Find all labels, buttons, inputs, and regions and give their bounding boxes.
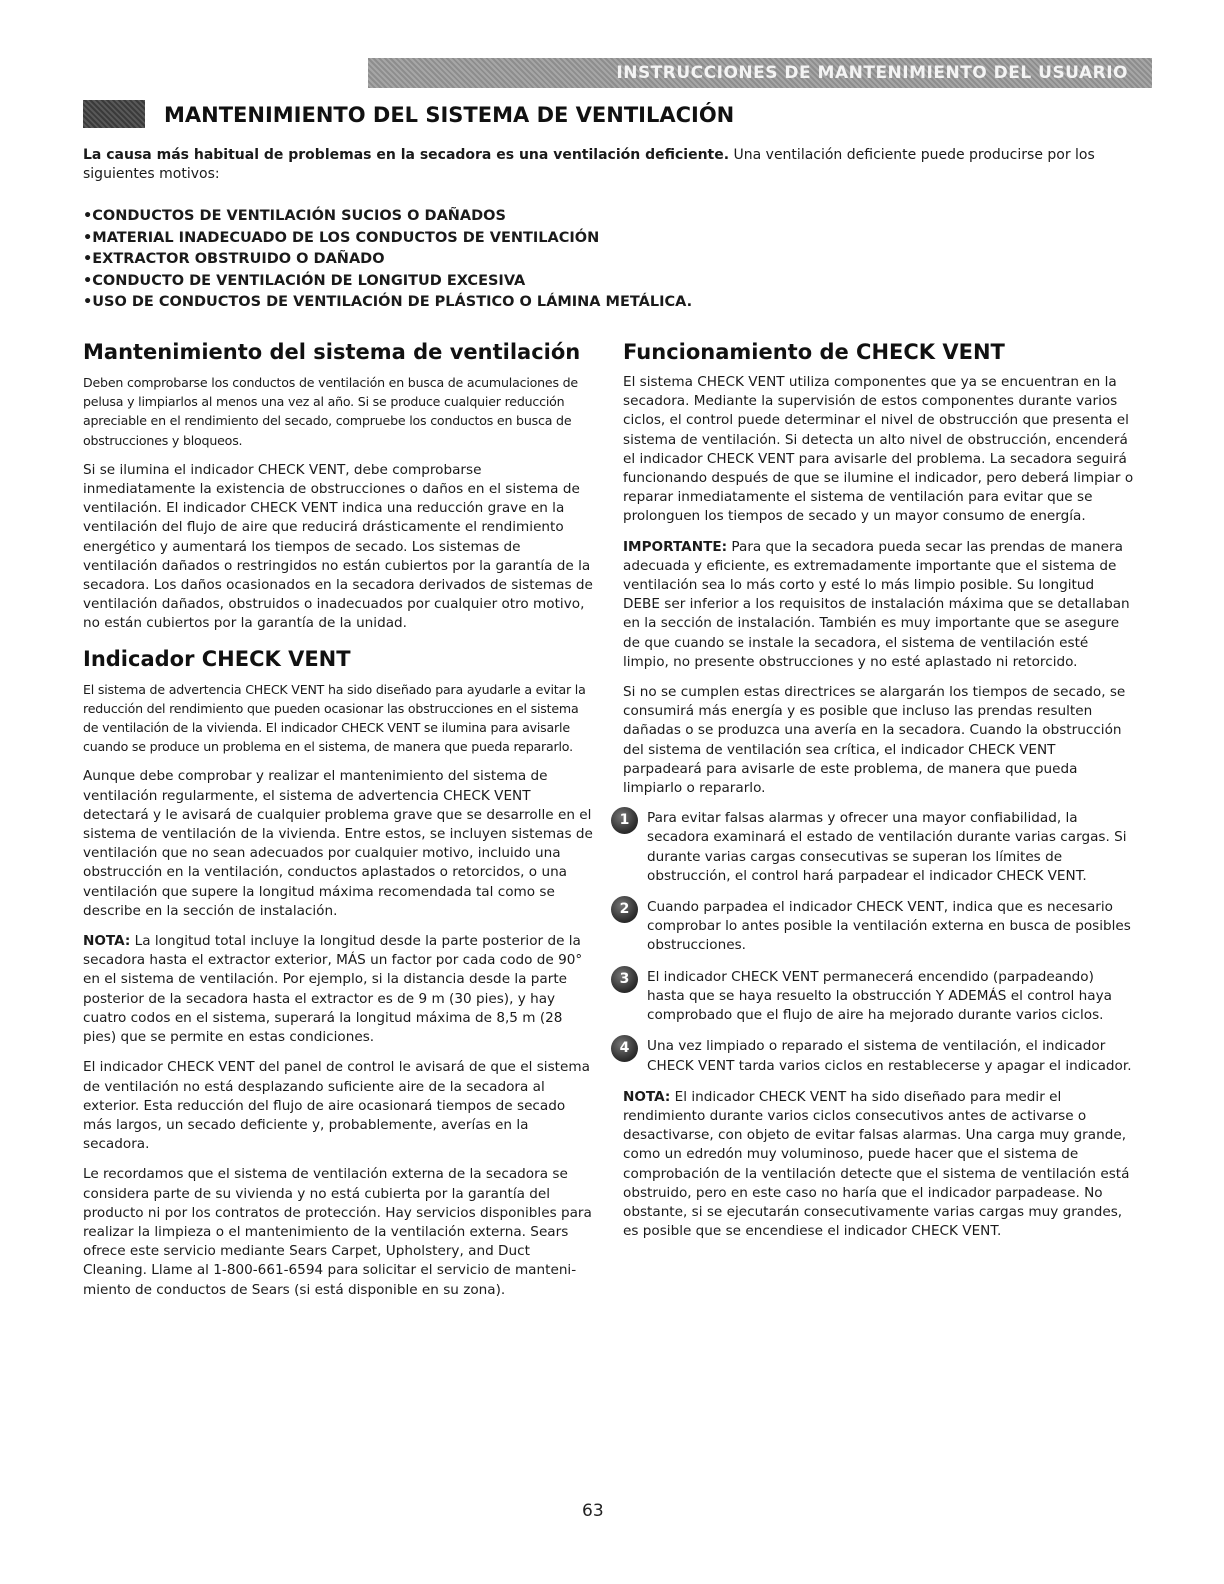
maintenance-heading: Mantenimiento del sistema de ventilación bbox=[83, 340, 581, 364]
important-label: IMPORTANTE: bbox=[623, 538, 728, 555]
causes-list bbox=[83, 206, 692, 314]
step-3 bbox=[619, 968, 1135, 1026]
note-label: NOTA: bbox=[623, 1088, 671, 1105]
function-heading: Funcionamiento de CHECK VENT bbox=[623, 340, 1005, 364]
step-4 bbox=[619, 1037, 1135, 1075]
step-text: Para evitar falsas alarmas y ofrecer una mayor confiabilidad, la secadora examinará el estado de ventilación durante varias cargas. Si durante varias cargas consecutivas se superan los límites de obstrucción, el control hará parpadear el indicador CHECK VENT. bbox=[647, 810, 1127, 884]
function-paragraph-1: El sistema CHECK VENT utiliza componentes que ya se encuentran en la secadora. Mediante la supervisión de estos componentes durante varios ciclos, el control puede determinar el nivel de obstrucción que presenta el sistema de ventilación. Si detecta un alto nivel de obstrucción, encenderá el indicador CHECK VENT para avisarle del problema. La secadora seguirá funcionando después de que se ilumine el indicador, pero deberá limpiar o reparar inmediatamente el sistema de ventilación para evitar que se prolonguen los tiempos de secado y un mayor consumo de energía. bbox=[623, 374, 1134, 525]
cause-item: • CONDUCTO DE VENTILACIÓN DE LONGITUD EXCESIVA bbox=[83, 271, 692, 293]
note-label: NOTA: bbox=[83, 933, 131, 950]
indicator-paragraph-3: El indicador CHECK VENT del panel de control le avisará de que el sistema de ventilación no está desplazando suficiente aire de la secadora al exterior. Esta reducción del flujo de aire ocasionará tiempos de secado más largos, un secado deficiente y, probablemente, averías en la secadora. bbox=[83, 1059, 590, 1153]
left-column bbox=[83, 338, 593, 1311]
maintenance-paragraph-1: Deben comprobarse los conductos de ventilación en busca de acumulaciones de pelusa y limpiarlos al menos una vez al año. Si se produce cualquier reducción apreciable en el rendimiento del secado, compruebe los conductos en busca de obstrucciones y bloqueos. bbox=[83, 375, 578, 448]
indicator-paragraph-1: El sistema de advertencia CHECK VENT ha sido diseñado para ayudarle a evitar la reducción del rendimiento que pueden ocasionar las obstrucciones en el sistema de ventilación de la vivienda. El indicador CHECK VENT se ilumina para avisarle cuando se produce un problema en el sistema, de manera que pueda repararlo. bbox=[83, 681, 586, 755]
cause-item: • MATERIAL INADECUADO DE LOS CONDUCTOS DE VENTILACIÓN bbox=[83, 228, 692, 250]
intro-rest: Una ventilación deficiente puede producirse por los siguientes motivos: bbox=[83, 147, 1095, 182]
step-number-badge: 1 bbox=[611, 807, 638, 834]
indicator-heading: Indicador CHECK VENT bbox=[83, 646, 351, 671]
step-text: El indicador CHECK VENT permanecerá encendido (parpadeando) hasta que se haya resuelto la obstrucción Y ADEMÁS el control haya comprobado que el flujo de aire ha mejorado durante varios ciclos. bbox=[647, 968, 1112, 1024]
step-text: Cuando parpadea el indicador CHECK VENT, indica que es necesario comprobar lo antes posible la ventilación externa en busca de posibles obstrucciones. bbox=[647, 899, 1131, 954]
note-paragraph-left bbox=[83, 932, 593, 1047]
cause-item: • USO DE CONDUCTOS DE VENTILACIÓN DE PLÁSTICO O LÁMINA METÁLICA. bbox=[83, 292, 692, 314]
note-paragraph-right bbox=[623, 1088, 1135, 1242]
right-column bbox=[619, 338, 1135, 1252]
step-text: Una vez limpiado o reparado el sistema de ventilación, el indicador CHECK VENT tarda varios ciclos en restablecerse y apagar el indicador. bbox=[647, 1038, 1132, 1074]
section-marker bbox=[83, 100, 145, 128]
indicator-paragraph-2: Aunque debe comprobar y realizar el mantenimiento del sistema de ventilación regularmente, el sistema de advertencia CHECK VENT detectará y le avisará de cualquier problema grave que se desarrolle en el sistema de ventilación de la vivienda. Entre estos, se incluyen sistemas de ventilación que no sean adecuados por cualquier motivo, incluido una obstrucción en la ventilación, conductos aplastados o retorcidos, o una ventilación que supere la longitud máxima recomendada tal como se describe en la sección de instalación. bbox=[83, 768, 593, 919]
function-paragraph-3: Si no se cumplen estas directrices se alargarán los tiempos de secado, se consumirá más energía y es posible que incluso las prendas resulten dañadas o se produzca una avería en la secadora. Cuando la obstrucción del sistema de ventilación sea crítica, el indicador CHECK VENT parpadeará para avisarle de este problema, de manera que pueda limpiarlo o repararlo. bbox=[623, 684, 1126, 797]
cause-item: • CONDUCTOS DE VENTILACIÓN SUCIOS O DAÑADOS bbox=[83, 206, 692, 228]
page-title: MANTENIMIENTO DEL SISTEMA DE VENTILACIÓN bbox=[164, 103, 735, 127]
note-text: La longitud total incluye la longitud desde la parte posterior de la secadora hasta el extractor exterior, MÁS un factor por cada codo de 90° en el sistema de ventilación. Por ejemplo, si la distancia desde la parte posterior de la secadora hasta el extractor es de 9 m (30 pies), y hay cuatro codos en el sistema, superará la longitud máxima de 8,5 m (28 pies) que se permite en estas condiciones. bbox=[83, 933, 583, 1046]
section-banner: INSTRUCCIONES DE MANTENIMIENTO DEL USUARIO bbox=[368, 58, 1152, 88]
note-text: El indicador CHECK VENT ha sido diseñado para medir el rendimiento durante varios ciclos consecutivos antes de activarse o desactivarse, con objeto de evitar falsas alarmas. Una carga muy grande, como un edredón muy voluminoso, puede hacer que el sistema de comprobación de la ventilación detecte que el sistema de ventilación está obstruido, pero en este caso no haría que el indicador parpadease. No obstante, si se ejecutarán consecutivamente varias cargas muy grandes, es posible que se encendiese el indicador CHECK VENT. bbox=[623, 1088, 1130, 1240]
cause-item: • EXTRACTOR OBSTRUIDO O DAÑADO bbox=[83, 249, 692, 271]
step-number-badge: 4 bbox=[611, 1035, 638, 1062]
page-number: 63 bbox=[582, 1501, 604, 1521]
step-number-badge: 2 bbox=[611, 896, 638, 923]
step-1 bbox=[619, 809, 1135, 886]
important-paragraph bbox=[623, 538, 1135, 672]
step-2 bbox=[619, 898, 1135, 956]
indicator-paragraph-4: Le recordamos que el sistema de ventilación externa de la secadora se considera parte de su vivienda y no está cubierta por la garantía del producto ni por los contratos de protección. Hay servicios disponibles para realizar la limpieza o el mantenimiento de la ventilación externa. Sears ofrece este servicio mediante Sears Carpet, Upholstery, and Duct Cleaning. Llame al 1-800-661-6594 para solicitar el servicio de manteni-miento de conductos de Sears (si está disponible en su zona). bbox=[83, 1166, 592, 1298]
step-number-badge: 3 bbox=[611, 966, 638, 993]
intro-bold: La causa más habitual de problemas en la secadora es una ventilación deficiente. bbox=[83, 147, 730, 163]
intro-paragraph bbox=[83, 146, 1133, 184]
maintenance-paragraph-2: Si se ilumina el indicador CHECK VENT, debe comprobarse inmediatamente la existencia de obstrucciones o daños en el sistema de ventilación. El indicador CHECK VENT indica una reducción grave en la ventilación del flujo de aire que reducirá drásticamente el rendimiento energético y aumentará los tiempos de secado. Los sistemas de ventilación dañados o restringidos no están cubiertos por la garantía de la secadora. Los daños ocasionados en la secadora derivados de sistemas de ventilación dañados, obstruidos o inadecuados por cualquier otro motivo, no están cubiertos por la garantía de la unidad. bbox=[83, 461, 593, 632]
important-text: Para que la secadora pueda secar las prendas de manera adecuada y eficiente, es extremadamente importante que el sistema de ventilación sea lo más corto y esté lo más limpio posible. Su longitud DEBE ser inferior a los requisitos de instalación máxima que se detallaban en la sección de instalación. También es muy importante que se asegure de que cuando se instale la secadora, el sistema de ventilación esté limpio, no presente obstrucciones y no esté aplastado ni retorcido. bbox=[623, 538, 1130, 670]
